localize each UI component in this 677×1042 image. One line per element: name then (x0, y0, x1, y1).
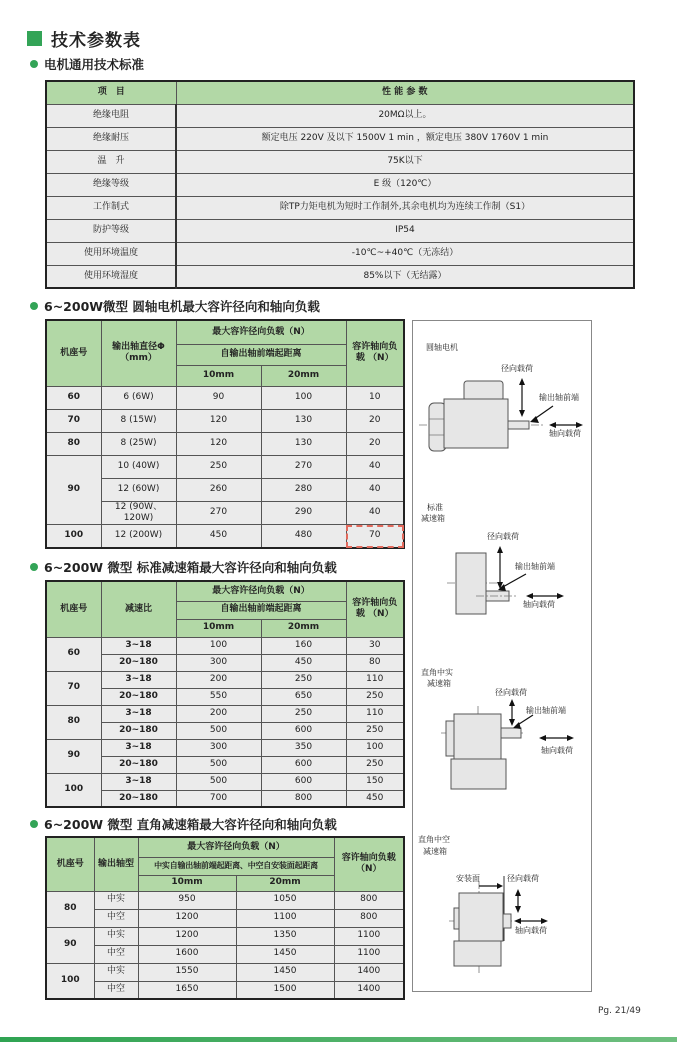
table-row (46, 386, 404, 409)
radial-load-label: 径向载荷 (487, 532, 519, 541)
cell-shaft-type: 中空 (94, 945, 138, 963)
cell-r10: 100 (176, 637, 261, 654)
shaft-front-end-label: 输出轴前端 (526, 706, 566, 715)
section-heading-standard-gearbox (30, 558, 337, 576)
cell-r20: 250 (261, 671, 346, 688)
cell-r10: 120 (176, 432, 261, 455)
section-heading-text: 电机通用技术标准 (44, 57, 145, 72)
col-header-ratio: 减速比 (101, 581, 176, 637)
cell-axial: 100 (346, 739, 404, 756)
cell-shaft-type: 中实 (94, 963, 138, 981)
col-header-distance: 中实自输出轴前端起距离、中空自安装面起距离 (138, 857, 334, 875)
gearbox-lower-body (451, 759, 506, 789)
col-header-distance: 自输出轴前端起距离 (176, 344, 346, 365)
bullet-icon (30, 563, 38, 571)
cell-frame: 90 (46, 739, 101, 773)
shaft-front-end-label: 输出轴前端 (539, 393, 579, 402)
table-row (46, 981, 404, 999)
page-title: 技术参数表 (51, 31, 141, 51)
table-row (46, 909, 404, 927)
section-heading-text: 6~200W 微型 直角减速箱最大容许径向和轴向负载 (44, 817, 337, 832)
cell-axial: 450 (346, 790, 404, 807)
cell-value: IP54 (176, 219, 634, 242)
section-heading-right-angle-gearbox (30, 815, 337, 833)
cell-axial: 10 (346, 386, 404, 409)
cell-frame: 100 (46, 963, 94, 999)
cell-value: 75K以下 (176, 150, 634, 173)
cell-axial: 150 (346, 773, 404, 790)
diagram-label-right-angle-hollow-1: 直角中空 (418, 835, 450, 844)
cell-shaft: 12 (90W、120W) (101, 501, 176, 525)
cell-item: 使用环境湿度 (46, 265, 176, 288)
cell-r20: 1450 (236, 963, 334, 981)
cell-ratio: 3~18 (101, 637, 176, 654)
cell-axial: 800 (334, 909, 404, 927)
col-header-frame: 机座号 (46, 320, 101, 386)
right-angle-solid-gearbox-diagram (413, 681, 591, 793)
cell-shaft: 8 (25W) (101, 432, 176, 455)
cell-axial: 40 (346, 501, 404, 525)
cell-r20: 100 (261, 386, 346, 409)
cell-r10: 1650 (138, 981, 236, 999)
cell-shaft: 6 (6W) (101, 386, 176, 409)
cell-shaft-type: 中实 (94, 927, 138, 945)
cell-r20: 650 (261, 688, 346, 705)
diagram-label-right-angle-solid-1: 直角中实 (421, 668, 453, 677)
cell-r10: 500 (176, 722, 261, 739)
cell-item: 防护等级 (46, 219, 176, 242)
cell-r10: 120 (176, 409, 261, 432)
table-row (46, 150, 634, 173)
cell-value: E 级（120℃） (176, 173, 634, 196)
table-row (46, 739, 404, 756)
cell-value: 20MΩ以上。 (176, 104, 634, 127)
table-row (46, 219, 634, 242)
col-header-axial: 容许轴向负载 （N） (334, 837, 404, 891)
cell-r20: 1450 (236, 945, 334, 963)
round-shaft-load-table (45, 319, 405, 549)
cell-axial: 250 (346, 722, 404, 739)
cell-r10: 1200 (138, 927, 236, 945)
cell-frame: 80 (46, 432, 101, 455)
bullet-icon (30, 820, 38, 828)
col-header-axial: 容许轴向负载 （N） (346, 320, 404, 386)
section-heading-text: 6~200W微型 圆轴电机最大容许径向和轴向负载 (44, 299, 320, 314)
col-header-10mm: 10mm (176, 365, 261, 386)
shaft-front-end-label: 输出轴前端 (515, 562, 555, 571)
col-header-20mm: 20mm (261, 365, 346, 386)
axial-load-label: 轴向载荷 (523, 600, 555, 609)
cell-axial: 250 (346, 688, 404, 705)
cell-r10: 200 (176, 705, 261, 722)
cell-r20: 160 (261, 637, 346, 654)
col-header-20mm: 20mm (236, 875, 334, 891)
diagram-panel (412, 320, 592, 992)
output-shaft (508, 421, 529, 429)
cell-r10: 1600 (138, 945, 236, 963)
radial-load-label: 径向载荷 (501, 364, 533, 373)
cell-frame: 100 (46, 525, 101, 548)
cell-ratio: 3~18 (101, 739, 176, 756)
front-end-leader-arrow (501, 574, 526, 588)
table-row (46, 773, 404, 790)
cell-r10: 550 (176, 688, 261, 705)
cell-axial: 1400 (334, 981, 404, 999)
cell-r20: 1350 (236, 927, 334, 945)
table-row (46, 409, 404, 432)
cell-r20: 350 (261, 739, 346, 756)
cell-axial: 20 (346, 409, 404, 432)
round-shaft-motor-diagram (413, 361, 591, 456)
hollow-shaft-boss (503, 914, 511, 928)
cell-r10: 450 (176, 525, 261, 548)
cell-value: 额定电压 220V 及以下 1500V 1 min ，额定电压 380V 1760V 1 min (176, 127, 634, 150)
general-standards-table (45, 80, 635, 289)
col-header-frame: 机座号 (46, 837, 94, 891)
axial-load-label: 轴向载荷 (515, 926, 547, 935)
page-number: Pg. 21/49 (598, 1006, 641, 1016)
cell-r20: 280 (261, 478, 346, 501)
cell-frame: 60 (46, 637, 101, 671)
cell-value: 除TP力矩电机为短时工作制外,其余电机均为连续工作制（S1） (176, 196, 634, 219)
col-header-10mm: 10mm (176, 619, 261, 637)
cell-value: -10℃~+40℃（无冻结） (176, 242, 634, 265)
cell-ratio: 20~180 (101, 756, 176, 773)
table-row (46, 127, 634, 150)
cell-shaft: 12 (60W) (101, 478, 176, 501)
cell-axial: 1400 (334, 963, 404, 981)
table-row (46, 671, 404, 688)
highlighted-axial-load-cell: 70 (346, 525, 404, 548)
cell-item: 绝缘耐压 (46, 127, 176, 150)
table-row (46, 265, 634, 288)
right-angle-gearbox-load-table (45, 836, 405, 1000)
standard-gearbox-load-table (45, 580, 405, 808)
cell-frame: 80 (46, 705, 101, 739)
cell-item: 绝缘等级 (46, 173, 176, 196)
table-row (46, 455, 404, 478)
cell-frame: 90 (46, 927, 94, 963)
col-header-radial: 最大容许径向负载（N） (138, 837, 334, 857)
cell-r10: 1200 (138, 909, 236, 927)
cell-frame: 80 (46, 891, 94, 927)
col-header-axial: 容许轴向负载 （N） (346, 581, 404, 637)
output-shaft (501, 728, 521, 738)
cell-r10: 270 (176, 501, 261, 525)
cell-shaft-type: 中空 (94, 909, 138, 927)
col-header-distance: 自输出轴前端起距离 (176, 601, 346, 619)
cell-frame: 70 (46, 409, 101, 432)
cell-r20: 600 (261, 722, 346, 739)
cell-axial: 250 (346, 756, 404, 773)
cell-frame: 70 (46, 671, 101, 705)
cell-frame: 60 (46, 386, 101, 409)
cell-r20: 600 (261, 756, 346, 773)
cell-r10: 500 (176, 756, 261, 773)
bullet-icon (30, 302, 38, 310)
col-header-frame: 机座号 (46, 581, 101, 637)
cell-axial: 1100 (334, 927, 404, 945)
cell-r10: 500 (176, 773, 261, 790)
section-heading-text: 6~200W 微型 标准减速箱最大容许径向和轴向负载 (44, 560, 337, 575)
cell-axial: 30 (346, 637, 404, 654)
diagram-label-round-shaft-motor: 圆轴电机 (426, 343, 458, 352)
page-title-row (27, 26, 141, 51)
table-row (46, 945, 404, 963)
cell-axial: 1100 (334, 945, 404, 963)
cell-axial: 110 (346, 705, 404, 722)
cell-axial: 800 (334, 891, 404, 909)
gearbox-body (454, 714, 501, 763)
cell-r10: 700 (176, 790, 261, 807)
gearbox-lower-body (454, 941, 501, 966)
cell-item: 绝缘电阻 (46, 104, 176, 127)
diagram-label-right-angle-solid-2: 减速箱 (427, 679, 451, 688)
section-heading-round-shaft (30, 297, 320, 315)
cell-shaft-type: 中实 (94, 891, 138, 909)
col-header-item: 项 目 (46, 81, 176, 104)
right-angle-hollow-gearbox-diagram (413, 861, 591, 981)
cell-shaft-type: 中空 (94, 981, 138, 999)
col-header-shaft: 输出轴直径Φ （mm） (101, 320, 176, 386)
axial-load-label: 轴向载荷 (549, 429, 581, 438)
cell-r20: 1050 (236, 891, 334, 909)
table-row (46, 525, 404, 548)
bullet-icon (30, 60, 38, 68)
cell-item: 温 升 (46, 150, 176, 173)
cell-axial: 40 (346, 478, 404, 501)
cell-r10: 260 (176, 478, 261, 501)
cell-r10: 950 (138, 891, 236, 909)
mounting-surface-label: 安装面 (456, 874, 480, 883)
cell-r20: 450 (261, 654, 346, 671)
cell-ratio: 20~180 (101, 790, 176, 807)
cell-shaft: 10 (40W) (101, 455, 176, 478)
section-heading-general-standards (30, 55, 144, 73)
cell-r20: 600 (261, 773, 346, 790)
cell-r10: 90 (176, 386, 261, 409)
col-header-value: 性 能 参 数 (176, 81, 634, 104)
cell-r10: 300 (176, 654, 261, 671)
table-row (46, 242, 634, 265)
cell-ratio: 20~180 (101, 654, 176, 671)
cell-r20: 130 (261, 432, 346, 455)
radial-load-label: 径向载荷 (495, 688, 527, 697)
cell-ratio: 3~18 (101, 773, 176, 790)
col-header-radial: 最大容许径向负载（N） (176, 320, 346, 344)
col-header-10mm: 10mm (138, 875, 236, 891)
cell-item: 工作制式 (46, 196, 176, 219)
table-row (46, 432, 404, 455)
cell-item: 使用环境温度 (46, 242, 176, 265)
cell-r10: 250 (176, 455, 261, 478)
diagram-label-standard-gearbox-1: 标准 (427, 503, 443, 512)
cell-frame: 90 (46, 455, 101, 525)
cell-shaft: 8 (15W) (101, 409, 176, 432)
cell-shaft: 12 (200W) (101, 525, 176, 548)
cell-ratio: 3~18 (101, 671, 176, 688)
cell-r10: 1550 (138, 963, 236, 981)
col-header-shaft-type: 输出轴型 (94, 837, 138, 891)
table-row (46, 637, 404, 654)
cell-r20: 130 (261, 409, 346, 432)
cell-r20: 480 (261, 525, 346, 548)
cell-r20: 270 (261, 455, 346, 478)
cell-r20: 1100 (236, 909, 334, 927)
cell-axial: 40 (346, 455, 404, 478)
terminal-box (464, 381, 503, 401)
table-row (46, 927, 404, 945)
cell-r20: 800 (261, 790, 346, 807)
table-row (46, 891, 404, 909)
cell-axial: 80 (346, 654, 404, 671)
table-row (46, 963, 404, 981)
fan-cover (429, 403, 446, 451)
table-row (46, 196, 634, 219)
gearbox-body (456, 553, 486, 614)
diagram-label-standard-gearbox-2: 减速箱 (421, 514, 445, 523)
cell-r10: 200 (176, 671, 261, 688)
footer-accent-bar (0, 1037, 677, 1042)
radial-load-label: 径向载荷 (507, 874, 539, 883)
cell-ratio: 20~180 (101, 722, 176, 739)
table-row (46, 104, 634, 127)
motor-body (444, 399, 508, 448)
cell-ratio: 3~18 (101, 705, 176, 722)
col-header-radial: 最大容许径向负载（N） (176, 581, 346, 601)
col-header-20mm: 20mm (261, 619, 346, 637)
cell-axial: 110 (346, 671, 404, 688)
table-row (46, 705, 404, 722)
cell-r20: 290 (261, 501, 346, 525)
cell-value: 85%以下（无结露） (176, 265, 634, 288)
cell-frame: 100 (46, 773, 101, 807)
cell-ratio: 20~180 (101, 688, 176, 705)
cell-r20: 1500 (236, 981, 334, 999)
green-square-icon (27, 31, 42, 46)
gearbox-body (459, 893, 503, 941)
cell-axial: 20 (346, 432, 404, 455)
diagram-label-right-angle-hollow-2: 减速箱 (423, 847, 447, 856)
cell-r20: 250 (261, 705, 346, 722)
cell-r10: 300 (176, 739, 261, 756)
axial-load-label: 轴向载荷 (541, 746, 573, 755)
table-row (46, 173, 634, 196)
